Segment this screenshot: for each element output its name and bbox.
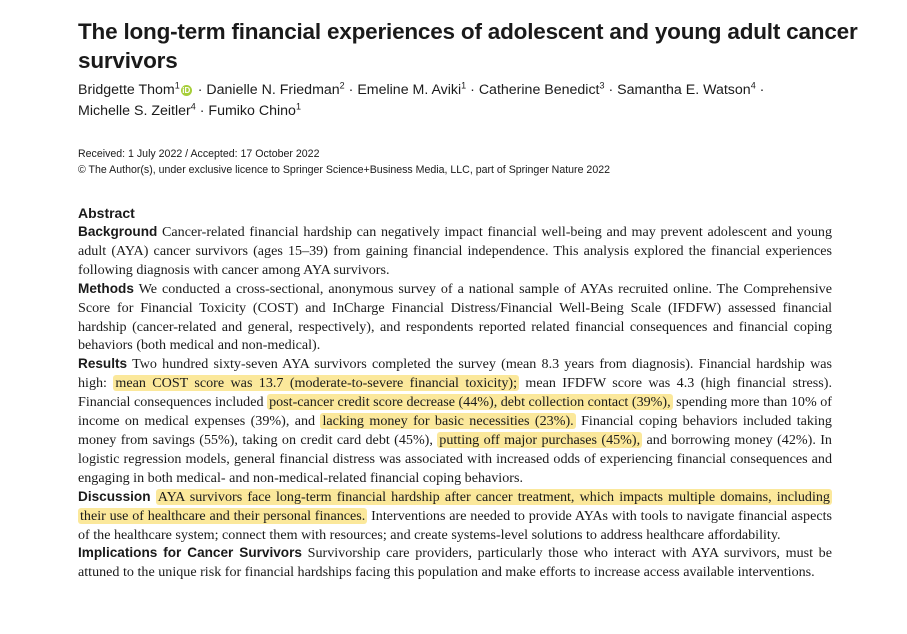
results-text: Two hundred sixty-seven AYA survivors completed the survey (mean 8.3 years from diagnosis). Financial hardship was high:: [78, 356, 832, 392]
author-name[interactable]: Bridgette Thom: [78, 82, 175, 98]
implications-label: Implications for Cancer Survivors: [78, 545, 302, 561]
abstract-discussion: [78, 488, 832, 545]
abstract-methods: [78, 280, 832, 356]
author-separator: ·: [759, 82, 765, 98]
author-list: [78, 80, 858, 122]
methods-label: Methods: [78, 280, 134, 296]
author-name[interactable]: Michelle S. Zeitler: [78, 103, 191, 119]
affiliation-marker: 4: [750, 80, 756, 91]
affiliation-marker: 3: [599, 80, 605, 91]
background-text: Cancer-related financial hardship can negatively impact financial well-being and may prevent adolescent and young adult (AYA) cancer survivors (ages 15–39) from gaining financial independence. This analysis explored the financial experiences following diagnosis with cancer among AYA survivors.: [78, 224, 832, 278]
results-label: Results: [78, 356, 128, 372]
affiliation-marker: 2: [339, 80, 345, 91]
abstract-section: [78, 203, 832, 582]
affiliation-marker: 1: [295, 101, 301, 112]
orcid-icon[interactable]: iD: [182, 86, 191, 95]
abstract-heading: Abstract: [78, 205, 135, 221]
results-text: and borrowing money (42%). In logistic regression models, general financial distress was associated with increased odds of experiencing financial consequences and engaging in both medical- and non-medical-related financial coping behaviors.: [78, 431, 832, 486]
methods-text: We conducted a cross-sectional, anonymous survey of a national sample of AYAs recruited online. The Comprehensive Score for Financial Toxicity (COST) and InCharge Financial Distress/Financial Well-Being Scale (IFDFW) assessed financial hardship (cancer-related and general, respectively), and respondents reported related financial consequences and financial coping behaviors (both medical and non-medical).: [78, 280, 832, 354]
abstract-implications: [78, 544, 832, 582]
author-separator: ·: [470, 82, 475, 98]
copyright-line: © The Author(s), under exclusive licence to Springer Science+Business Media, LLC, part of Springer Nature 2022: [78, 163, 610, 176]
author-separator: ·: [608, 82, 614, 98]
author-separator: ·: [197, 82, 203, 98]
author-name[interactable]: Catherine Benedict: [478, 82, 600, 98]
highlighted-text[interactable]: post-cancer credit score decrease (44%), debt collection contact (39%),: [269, 394, 671, 411]
received-accepted-line: Received: 1 July 2022 / Accepted: 17 October 2022: [78, 148, 320, 160]
article-title: The long-term financial experiences of adolescent and young adult cancer survivors: [78, 19, 858, 74]
author-name[interactable]: Emeline M. Aviki: [357, 82, 462, 98]
author-name[interactable]: Danielle N. Friedman: [206, 82, 340, 98]
implications-text: Survivorship care providers, particularly those who interact with AYA survivors, must be attuned to the unique risk for financial hardships facing this population and make efforts to increase access available interventions.: [78, 545, 832, 581]
abstract-background: [78, 223, 832, 280]
results-text: spending more than 10% of income on medical expenses (39%), and: [78, 394, 832, 430]
background-label: Background: [78, 224, 158, 239]
highlighted-text[interactable]: lacking money for basic necessities (23%).: [322, 413, 574, 430]
results-text: mean IFDFW score was 4.3 (high financial stress). Financial consequences included: [78, 375, 832, 411]
author-separator: ·: [348, 82, 354, 98]
discussion-label: Discussion: [78, 488, 151, 504]
discussion-text: Interventions are needed to provide AYAs with tools to navigate financial aspects of the healthcare system; connect them with resources; and create systems-level solutions to address healthcare affordability.: [78, 507, 832, 543]
abstract-results: [78, 355, 832, 487]
highlighted-text[interactable]: putting off major purchases (45%),: [439, 431, 641, 448]
author-separator: ·: [199, 103, 205, 119]
highlighted-text[interactable]: AYA survivors face long-term financial hardship after cancer treatment, which impacts multiple domains, including their use of healthcare and their personal finances.: [80, 488, 830, 524]
affiliation-marker: 1: [461, 80, 467, 91]
highlighted-text[interactable]: mean COST score was 13.7 (moderate-to-severe financial toxicity);: [115, 375, 518, 392]
affiliation-marker: 4: [190, 101, 196, 112]
author-name[interactable]: Fumiko Chino: [208, 103, 296, 119]
publication-dates: [78, 147, 858, 178]
results-text: Financial coping behaviors included taking money from savings (55%), taking on credit card debt (45%),: [78, 413, 832, 448]
affiliation-marker: 1: [174, 80, 180, 91]
author-name[interactable]: Samantha E. Watson: [617, 82, 751, 98]
